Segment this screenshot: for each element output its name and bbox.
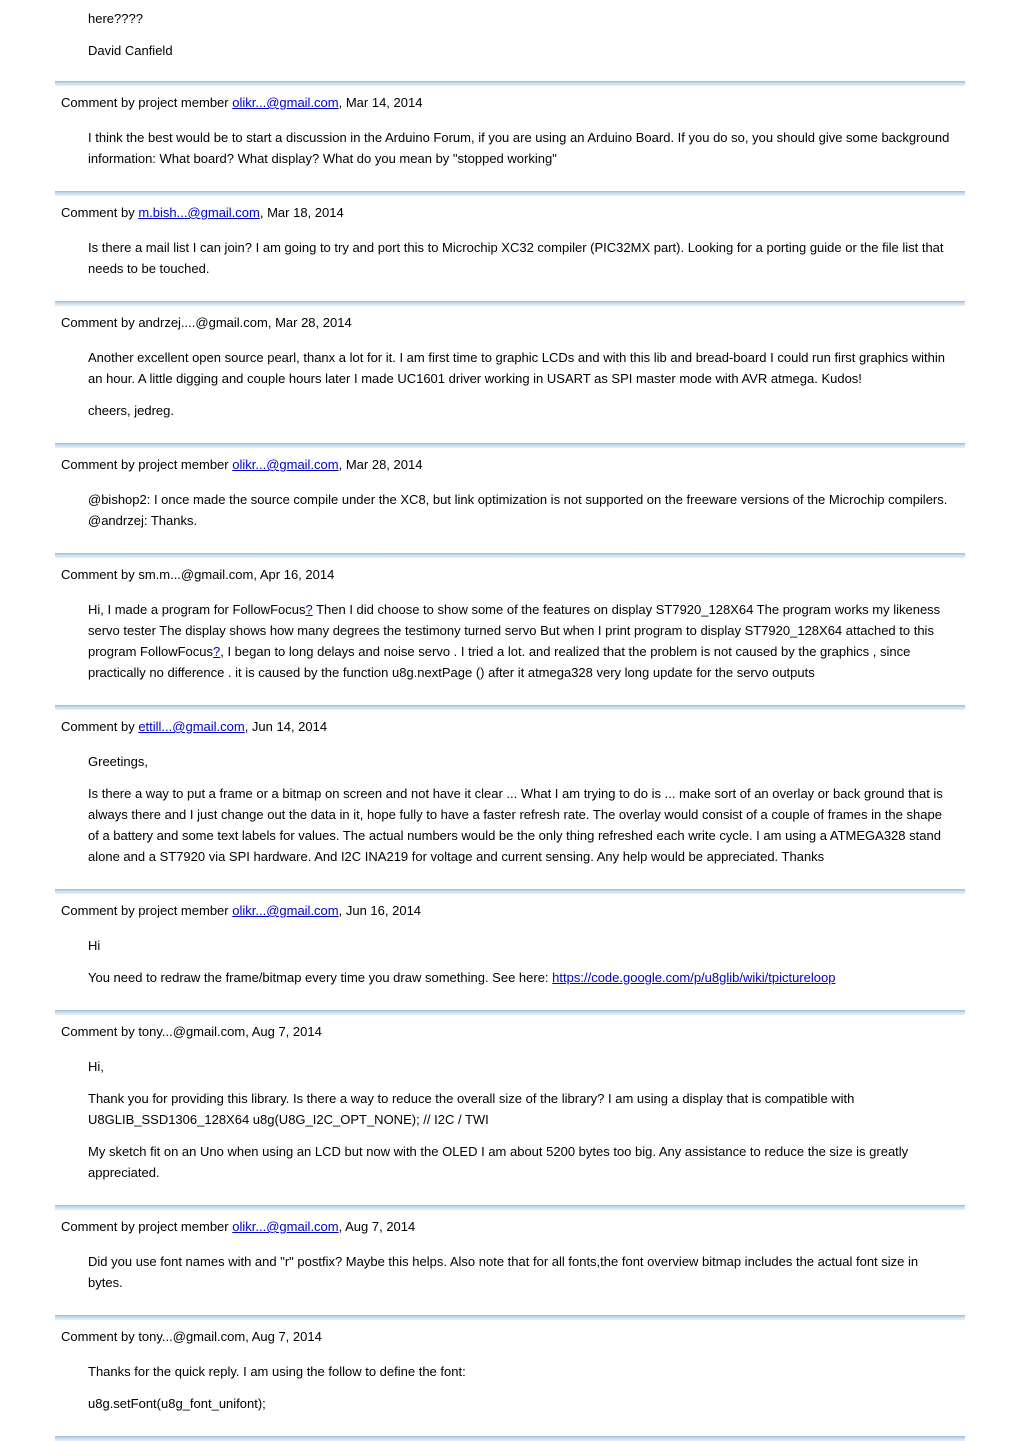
- wiki-url-link[interactable]: https://code.google.com/p/u8glib/wiki/tpictureloop: [552, 970, 836, 985]
- comment-paragraph: [88, 935, 955, 956]
- comment-author-link[interactable]: olikr...@gmail.com: [232, 457, 339, 472]
- comment-date: , Aug 7, 2014: [338, 1219, 416, 1234]
- paragraph-text: Hi: [88, 938, 101, 953]
- comment-byline: Comment by: [61, 315, 139, 330]
- comment-header: [55, 448, 965, 473]
- comment-header: [55, 558, 965, 583]
- comment-body: [55, 473, 965, 553]
- paragraph-text: I think the best would be to start a discussion in the Arduino Forum, if you are using an Arduino Board. If you do so, you should give some background information: What board? What display? What do you mean by "stopped working": [88, 130, 950, 166]
- comment-byline: Comment by: [61, 1024, 139, 1039]
- comment-paragraph: [88, 400, 955, 421]
- comment-byline: Comment by: [61, 567, 139, 582]
- comment-paragraph: [88, 1056, 955, 1077]
- comment-date: , Mar 28, 2014: [338, 457, 423, 472]
- comment-date: , Apr 16, 2014: [253, 567, 335, 582]
- comment: [55, 710, 965, 889]
- paragraph-text: , I began to long delays and noise servo . I tried a lot. and realized that the problem is not caused by the graphics , since practically no difference . it is caused by the function u8g.nextPage () after it atmega328 very long update for the servo outputs: [88, 644, 911, 680]
- comment-body: [55, 221, 965, 301]
- comment-date: , Mar 28, 2014: [267, 315, 352, 330]
- comment: [55, 1015, 965, 1205]
- comment-author-link[interactable]: olikr...@gmail.com: [232, 95, 339, 110]
- comment-paragraph: [88, 1141, 955, 1183]
- comment: [55, 448, 965, 553]
- wiki-question-link[interactable]: ?: [213, 644, 221, 659]
- comment-author-link[interactable]: olikr...@gmail.com: [232, 903, 339, 918]
- paragraph-text: Greetings,: [88, 754, 148, 769]
- comment-date: , Aug 7, 2014: [245, 1024, 322, 1039]
- comment-body: [55, 1345, 965, 1436]
- comment-paragraph: [88, 599, 955, 683]
- paragraph-text: My sketch fit on an Uno when using an LCD but now with the OLED I am about 5200 bytes too big. Any assistance to reduce the size is greatly appreciated.: [88, 1144, 909, 1180]
- comment-header: [55, 1210, 965, 1235]
- comment-paragraph: [88, 489, 955, 531]
- wiki-question-link[interactable]: ?: [305, 602, 313, 617]
- comment: [55, 1320, 965, 1436]
- comment-body: [55, 331, 965, 443]
- comment-body: [55, 111, 965, 191]
- comment-paragraph: here????: [88, 11, 143, 26]
- comment-paragraph: [88, 347, 955, 389]
- paragraph-text: cheers, jedreg.: [88, 403, 174, 418]
- comment-header: [55, 710, 965, 735]
- comment-date: , Jun 16, 2014: [338, 903, 422, 918]
- comment-date: , Jun 14, 2014: [244, 719, 328, 734]
- comment-body: [55, 583, 965, 705]
- comment-header: [55, 86, 965, 111]
- comment-author: sm.m...@gmail.com: [138, 567, 254, 582]
- comment-header: [55, 196, 965, 221]
- comment-author: andrzej....@gmail.com: [138, 315, 268, 330]
- comment-divider: [55, 1436, 965, 1441]
- comment-body: [55, 1235, 965, 1315]
- comment-byline: Comment by: [61, 205, 139, 220]
- comment-author-link[interactable]: m.bish...@gmail.com: [138, 205, 260, 220]
- comment-byline: Comment by project member: [61, 95, 233, 110]
- comment-paragraph: [88, 237, 955, 279]
- comment: [55, 558, 965, 705]
- paragraph-text: Another excellent open source pearl, thanx a lot for it. I am first time to graphic LCDs and with this lib and bread-board I could run first graphics within an hour. A little digging and couple hours later I made UC1601 driver working in USART as SPI master mode with AVR atmega. Kudos!: [88, 350, 945, 386]
- paragraph-text: @bishop2: I once made the source compile under the XC8, but link optimization is not supported on the freeware versions of the Microchip compilers. @andrzej: Thanks.: [88, 492, 948, 528]
- comment-byline: Comment by: [61, 1329, 139, 1344]
- comment-header: [55, 894, 965, 919]
- comment: [55, 196, 965, 301]
- paragraph-text: You need to redraw the frame/bitmap every time you draw something. See here:: [88, 970, 553, 985]
- comment-paragraph: David Canfield: [88, 43, 173, 58]
- paragraph-text: Thank you for providing this library. Is there a way to reduce the overall size of the library? I am using a display that is compatible with U8GLIB_SSD1306_128X64 u8g(U8G_I2C_OPT_NONE); // I2C / TWI: [88, 1091, 855, 1127]
- comment-byline: Comment by project member: [61, 457, 233, 472]
- paragraph-text: Hi,: [88, 1059, 104, 1074]
- paragraph-text: Did you use font names with and "r" postfix? Maybe this helps. Also note that for all fonts,the font overview bitmap includes the actual font size in bytes.: [88, 1254, 919, 1290]
- paragraph-text: Is there a mail list I can join? I am going to try and port this to Microchip XC32 compiler (PIC32MX part). Looking for a porting guide or the file list that needs to be touched.: [88, 240, 944, 276]
- comment-header: [55, 1015, 965, 1040]
- comment-paragraph: [88, 1393, 955, 1414]
- comment-paragraph: [88, 127, 955, 169]
- comment-header: [55, 1320, 965, 1345]
- comment-author: tony...@gmail.com: [138, 1329, 246, 1344]
- paragraph-text: Is there a way to put a frame or a bitmap on screen and not have it clear ... What I am trying to do is ... make sort of an overlay or back ground that is always there and I just change out the data in it, hope fully to have a faster refresh rate. The overlay would consist of a couple of frames in the shape of a battery and some text labels for values. The actual numbers would be the only thing refreshed each write cycle. I am using a ATMEGA328 stand alone and a ST7920 via SPI hardware. And I2C INA219 for voltage and current sensing. Any help would be appreciated. Thanks: [88, 786, 943, 864]
- comment-author-link[interactable]: ettill...@gmail.com: [138, 719, 245, 734]
- comment-date: , Aug 7, 2014: [245, 1329, 322, 1344]
- comment-paragraph: [88, 1361, 955, 1382]
- comments-page: [55, 0, 965, 1441]
- paragraph-text: Then I did choose to show some of the features on display ST7920_128X64 The program works my likeness servo tester The display shows how many degrees the testimony turned servo But when I print program to display ST7920_128X64 attached to this program FollowFocus: [88, 602, 941, 659]
- comment-body: [55, 735, 965, 889]
- comment-header: [55, 306, 965, 331]
- comment-date: , Mar 14, 2014: [338, 95, 423, 110]
- paragraph-text: u8g.setFont(u8g_font_unifont);: [88, 1396, 266, 1411]
- comment-body: [55, 919, 965, 1010]
- comment-byline: Comment by: [61, 719, 139, 734]
- comment-byline: Comment by project member: [61, 1219, 233, 1234]
- comment-byline: Comment by project member: [61, 903, 233, 918]
- previous-comment-tail: [55, 4, 965, 81]
- comment-body: [55, 1040, 965, 1205]
- comment-author: tony...@gmail.com: [138, 1024, 246, 1039]
- comment-paragraph: [88, 967, 955, 988]
- comment-paragraph: [88, 1251, 955, 1293]
- comment-paragraph: [88, 1088, 955, 1130]
- comment: [55, 86, 965, 191]
- comment-paragraph: [88, 751, 955, 772]
- comment: [55, 1210, 965, 1315]
- comment: [55, 306, 965, 443]
- paragraph-text: Hi, I made a program for FollowFocus: [88, 602, 306, 617]
- paragraph-text: Thanks for the quick reply. I am using the follow to define the font:: [88, 1364, 466, 1379]
- comment-paragraph: [88, 783, 955, 867]
- comment: [55, 894, 965, 1010]
- comment-author-link[interactable]: olikr...@gmail.com: [232, 1219, 339, 1234]
- comment-date: , Mar 18, 2014: [259, 205, 344, 220]
